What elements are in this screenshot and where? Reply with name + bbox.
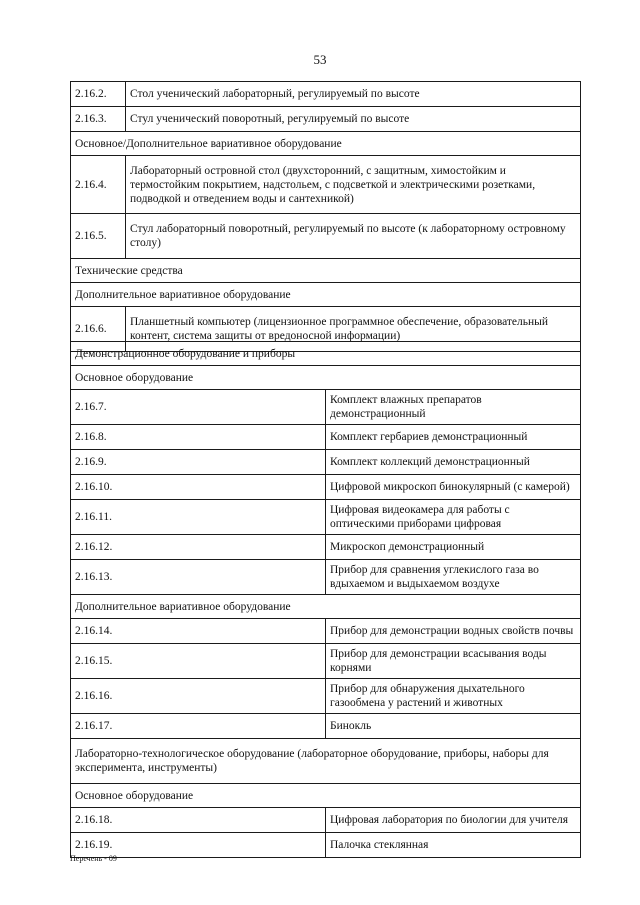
- section-heading: Основное/Дополнительное вариативное оборудование: [71, 132, 581, 156]
- item-code: 2.16.3.: [71, 107, 126, 132]
- section-heading: Дополнительное вариативное оборудование: [71, 595, 581, 619]
- table-row: [71, 425, 581, 450]
- item-text: Микроскоп демонстрационный: [326, 535, 581, 560]
- section-row: [71, 366, 581, 390]
- item-code: 2.16.2.: [71, 82, 126, 107]
- page-footer: Перечень - 09: [70, 854, 117, 863]
- section-row: [71, 132, 581, 156]
- item-text: Прибор для обнаружения дыхательного газообмена у растений и животных: [326, 679, 581, 714]
- table-row: [71, 107, 581, 132]
- table-row: [71, 644, 581, 679]
- section-row: [71, 259, 581, 283]
- item-code: 2.16.9.: [71, 450, 326, 475]
- item-text: Комплект влажных препаратов демонстрационный: [326, 390, 581, 425]
- table-row: [71, 714, 581, 739]
- item-text: Стул ученический поворотный, регулируемый по высоте: [126, 107, 581, 132]
- table-row: [71, 390, 581, 425]
- table-row: [71, 214, 581, 259]
- item-code: 2.16.18.: [71, 808, 326, 833]
- equipment-table-continued: [70, 341, 581, 858]
- item-code: 2.16.13.: [71, 560, 326, 595]
- table-row: [71, 833, 581, 858]
- section-row: [71, 283, 581, 307]
- item-text: Палочка стеклянная: [326, 833, 581, 858]
- item-code: 2.16.12.: [71, 535, 326, 560]
- table-row: [71, 619, 581, 644]
- item-code: 2.16.8.: [71, 425, 326, 450]
- table-row: [71, 156, 581, 214]
- item-code: 2.16.19.: [71, 833, 326, 858]
- table-row: [71, 679, 581, 714]
- section-heading: Технические средства: [71, 259, 581, 283]
- section-row: [71, 342, 581, 366]
- table-row: [71, 450, 581, 475]
- table-row: [71, 535, 581, 560]
- item-text: Бинокль: [326, 714, 581, 739]
- item-code: 2.16.17.: [71, 714, 326, 739]
- item-text: Комплект гербариев демонстрационный: [326, 425, 581, 450]
- section-row: [71, 595, 581, 619]
- item-text: Комплект коллекций демонстрационный: [326, 450, 581, 475]
- item-code: 2.16.14.: [71, 619, 326, 644]
- item-code: 2.16.11.: [71, 500, 326, 535]
- table-row: [71, 475, 581, 500]
- item-text: Прибор для демонстрации всасывания воды корнями: [326, 644, 581, 679]
- section-heading: Основное оборудование: [71, 366, 581, 390]
- table-row: [71, 500, 581, 535]
- item-code: 2.16.15.: [71, 644, 326, 679]
- table-row: [71, 82, 581, 107]
- item-text: Лабораторный островной стол (двухсторонний, с защитным, химостойким и термостойким покрытием, надстольем, с подсветкой и электрическими розетками, подводкой и отведением воды и сантехникой): [126, 156, 581, 214]
- item-text: Стол ученический лабораторный, регулируемый по высоте: [126, 82, 581, 107]
- item-code: 2.16.7.: [71, 390, 326, 425]
- table-row: [71, 560, 581, 595]
- item-code: 2.16.6.: [71, 307, 126, 352]
- section-heading: Основное оборудование: [71, 784, 581, 808]
- item-text: Планшетный компьютер (лицензионное программное обеспечение, образовательный контент, система защиты от вредоносной информации): [126, 307, 581, 352]
- item-text: Прибор для демонстрации водных свойств почвы: [326, 619, 581, 644]
- item-text: Цифровая видеокамера для работы с оптическими приборами цифровая: [326, 500, 581, 535]
- page-number: 53: [313, 52, 327, 67]
- item-code: 2.16.5.: [71, 214, 126, 259]
- item-text: Цифровая лаборатория по биологии для учителя: [326, 808, 581, 833]
- section-heading: Лабораторно-технологическое оборудование (лабораторное оборудование, приборы, наборы для эксперимента, инструменты): [71, 739, 581, 784]
- item-code: 2.16.4.: [71, 156, 126, 214]
- table-part-b: [71, 342, 581, 858]
- item-code: 2.16.10.: [71, 475, 326, 500]
- equipment-table: [70, 81, 581, 352]
- section-heading: Дополнительное вариативное оборудование: [71, 283, 581, 307]
- item-text: Стул лабораторный поворотный, регулируемый по высоте (к лабораторному островному столу): [126, 214, 581, 259]
- table-row: [71, 808, 581, 833]
- section-row: [71, 739, 581, 784]
- section-heading: Демонстрационное оборудование и приборы: [71, 342, 581, 366]
- item-text: Прибор для сравнения углекислого газа во вдыхаемом и выдыхаемом воздухе: [326, 560, 581, 595]
- item-code: 2.16.16.: [71, 679, 326, 714]
- section-row: [71, 784, 581, 808]
- table-part-a: [71, 82, 581, 352]
- item-text: Цифровой микроскоп бинокулярный (с камерой): [326, 475, 581, 500]
